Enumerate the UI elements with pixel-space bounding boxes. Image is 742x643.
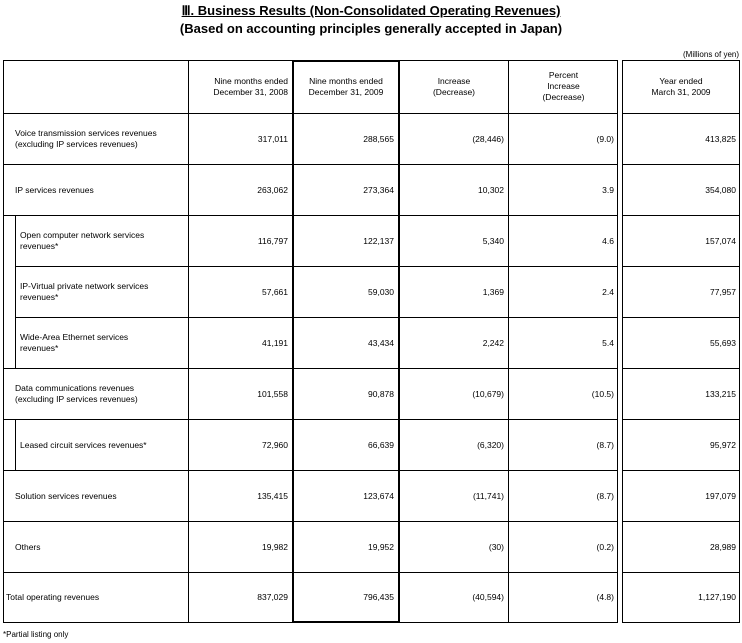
header-year-ended: Year ended March 31, 2009	[651, 75, 711, 97]
table-cell: 122,137	[363, 235, 394, 246]
table-cell: 4.6	[602, 235, 614, 246]
header-nine-months-2009: Nine months ended December 31, 2009	[308, 75, 384, 97]
table-cell: 133,215	[705, 388, 736, 399]
table-cell: 28,989	[710, 541, 736, 552]
page-title: Ⅲ. Business Results (Non-Consolidated Operating Revenues)	[181, 3, 561, 18]
table-cell: (11,741)	[472, 490, 504, 501]
table-cell: 95,972	[710, 439, 736, 450]
table-cell: 837,029	[257, 592, 288, 602]
table-cell: 66,639	[368, 439, 394, 450]
header-increase: Increase (Decrease)	[432, 75, 476, 97]
table-cell: (4.8)	[596, 592, 614, 602]
table-cell: 19,952	[368, 541, 394, 552]
table-cell: 3.9	[602, 184, 614, 195]
table-cell: 101,558	[257, 388, 288, 399]
table-cell: (9.0)	[596, 133, 614, 144]
table-cell: 10,302	[478, 184, 504, 195]
table-cell: 57,661	[262, 286, 288, 297]
row-label-ip-vpn: IP-Virtual private network services revenues*	[20, 281, 149, 302]
table-cell: 77,957	[710, 286, 736, 297]
header-percent-increase: Percent Increase (Decrease)	[542, 70, 585, 102]
table-cell: (30)	[488, 541, 504, 552]
table-cell: 317,011	[257, 133, 288, 144]
row-label-wide-area-ethernet: Wide-Area Ethernet services revenues*	[20, 332, 129, 353]
row-label-leased-circuit: Leased circuit services revenues*	[20, 439, 147, 450]
unit-note: (Millions of yen)	[682, 50, 739, 59]
table-cell: 1,369	[482, 286, 504, 297]
header-nine-months-2008: Nine months ended December 31, 2008	[213, 75, 288, 97]
table-cell: 19,982	[262, 541, 288, 552]
row-label-ip-services: IP services revenues	[15, 184, 94, 195]
table-cell: (6,320)	[477, 439, 504, 450]
table-cell: (28,446)	[472, 133, 504, 144]
table-cell: 1,127,190	[698, 592, 736, 602]
table-cell: (0.2)	[596, 541, 614, 552]
table-cell: (10,679)	[472, 388, 504, 399]
table-cell: 413,825	[705, 133, 736, 144]
page-subtitle: (Based on accounting principles generally accepted in Japan)	[179, 21, 563, 36]
table-cell: (40,594)	[472, 592, 504, 602]
table-cell: 5,340	[482, 235, 504, 246]
table-cell: 41,191	[262, 337, 288, 348]
table-cell: 90,878	[368, 388, 394, 399]
table-cell: 263,062	[257, 184, 288, 195]
table-cell: 197,079	[705, 490, 736, 501]
table-cell: 2,242	[482, 337, 504, 348]
table-cell: 123,674	[363, 490, 394, 501]
row-label-others: Others	[15, 541, 41, 552]
table-cell: 288,565	[363, 133, 394, 144]
table-cell: (8.7)	[596, 490, 614, 501]
table-cell: 72,960	[262, 439, 288, 450]
table-cell: 59,030	[368, 286, 394, 297]
table-cell: (8.7)	[596, 439, 614, 450]
table-cell: 2.4	[602, 286, 614, 297]
footnote: *Partial listing only	[3, 630, 69, 639]
table-cell: 354,080	[705, 184, 736, 195]
row-label-total: Total operating revenues	[6, 592, 100, 602]
row-label-voice: Voice transmission services revenues (excluding IP services revenues)	[15, 128, 157, 149]
table-cell: 55,693	[710, 337, 736, 348]
table-cell: 157,074	[705, 235, 736, 246]
row-label-data-communications: Data communications revenues (excluding IP services revenues)	[15, 383, 138, 404]
table-cell: 116,797	[257, 235, 288, 246]
table-cell: 43,434	[368, 337, 394, 348]
table-cell: 5.4	[602, 337, 614, 348]
table-cell: 273,364	[363, 184, 394, 195]
table-cell: (10.5)	[591, 388, 614, 399]
table-cell: 796,435	[363, 592, 394, 602]
row-label-solution-services: Solution services revenues	[15, 490, 117, 501]
table-cell: 135,415	[257, 490, 288, 501]
row-label-open-computer: Open computer network services revenues*	[20, 230, 145, 251]
